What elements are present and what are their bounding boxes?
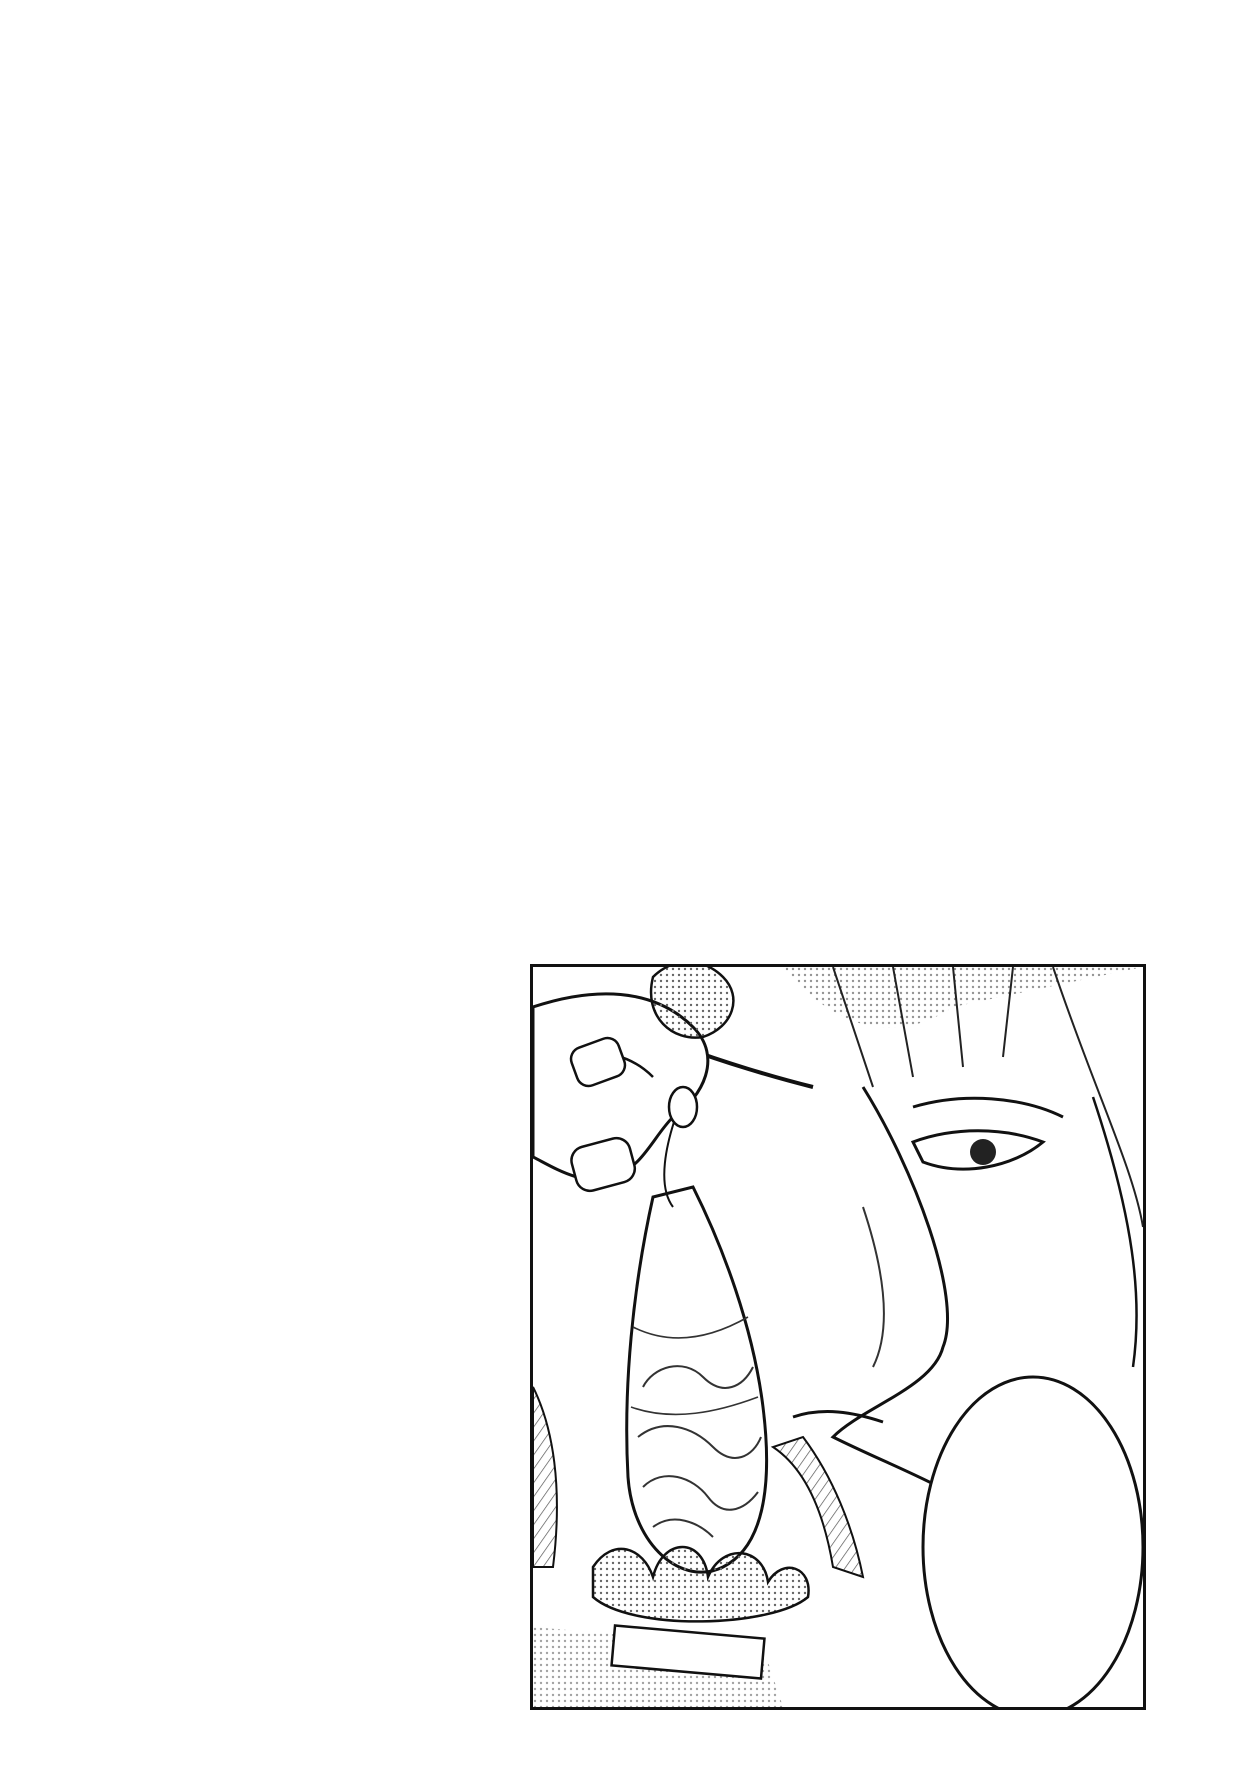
illustration-drawing	[533, 967, 1143, 1707]
manga-illustration	[530, 964, 1146, 1710]
